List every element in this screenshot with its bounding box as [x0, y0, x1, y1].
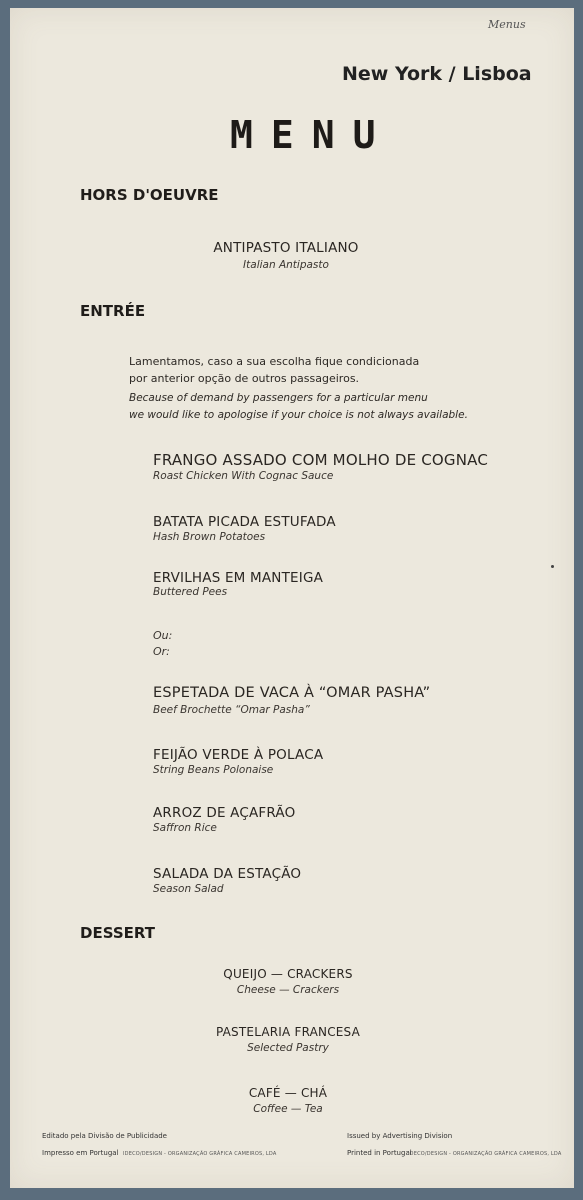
footer-printed-pt: Impresso em Portugal: [42, 1149, 119, 1157]
dish-name-pt: ERVILHAS EM MANTEIGA: [153, 570, 324, 586]
footer-credit-right: IDECO/DESIGN - ORGANIZAÇÃO GRÁFICA CAMEIROS, LDA: [408, 1151, 562, 1157]
footer-issued-en: Issued by Advertising Division: [347, 1132, 453, 1140]
dish-name-pt: QUEIJO — CRACKERS: [223, 967, 353, 981]
dish-name-en: String Beans Polonaise: [153, 764, 274, 776]
route-label: New York / Lisboa: [342, 63, 532, 85]
dish-name-en: Season Salad: [153, 883, 224, 895]
apology-text-en-line2: we would like to apologise if your choice is not always available.: [129, 409, 468, 421]
dish-name-pt: FEIJÃO VERDE À POLACA: [153, 747, 324, 763]
dish-name-pt: SALADA DA ESTAÇÃO: [153, 866, 302, 882]
footer-printed-en: Printed in Portugal: [347, 1149, 412, 1157]
alternative-label-pt: Ou:: [153, 629, 173, 642]
dish-name-pt: ESPETADA DE VACA À “OMAR PASHA”: [153, 685, 431, 701]
section-heading-dessert: DESSERT: [80, 924, 155, 942]
corner-handwritten-note: Menus: [488, 18, 526, 31]
dish-name-en: Saffron Rice: [153, 822, 217, 834]
apology-text-en-line1: Because of demand by passengers for a particular menu: [129, 392, 428, 404]
apology-text-pt-line2: por anterior opção de outros passageiros.: [129, 372, 360, 385]
section-heading-hors-doeuvre: HORS D'OEUVRE: [80, 186, 219, 204]
dish-name-en: Buttered Pees: [153, 586, 228, 598]
dish-name-en: Hash Brown Potatoes: [153, 531, 266, 543]
alternative-label-en: Or:: [153, 645, 170, 658]
dish-name-en: Roast Chicken With Cognac Sauce: [153, 470, 334, 482]
dish-name-pt: ANTIPASTO ITALIANO: [213, 240, 359, 256]
paper-speck: [551, 565, 554, 568]
dish-name-pt: CAFÉ — CHÁ: [248, 1086, 328, 1100]
footer-credit-left: IDECO/DESIGN - ORGANIZAÇÃO GRÁFICA CAMEIROS, LDA: [123, 1151, 277, 1157]
dish-name-pt: FRANGO ASSADO COM MOLHO DE COGNAC: [153, 451, 489, 469]
dish-name-en: Cheese — Crackers: [236, 984, 340, 996]
dish-name-en: Coffee — Tea: [253, 1103, 323, 1115]
dish-name-pt: ARROZ DE AÇAFRÃO: [153, 805, 296, 821]
dish-name-pt: PASTELARIA FRANCESA: [215, 1025, 361, 1039]
dish-name-pt: BATATA PICADA ESTUFADA: [153, 514, 336, 530]
apology-text-pt-line1: Lamentamos, caso a sua escolha fique condicionada: [129, 355, 420, 368]
dish-name-en: Selected Pastry: [247, 1042, 329, 1054]
section-heading-entree: ENTRÉE: [80, 302, 146, 320]
menu-title: MENU: [230, 113, 394, 157]
menu-card: [10, 8, 574, 1188]
footer-issued-pt: Editado pela Divisão de Publicidade: [42, 1132, 167, 1140]
dish-name-en: Italian Antipasto: [243, 259, 329, 271]
dish-name-en: Beef Brochette “Omar Pasha”: [153, 704, 310, 716]
